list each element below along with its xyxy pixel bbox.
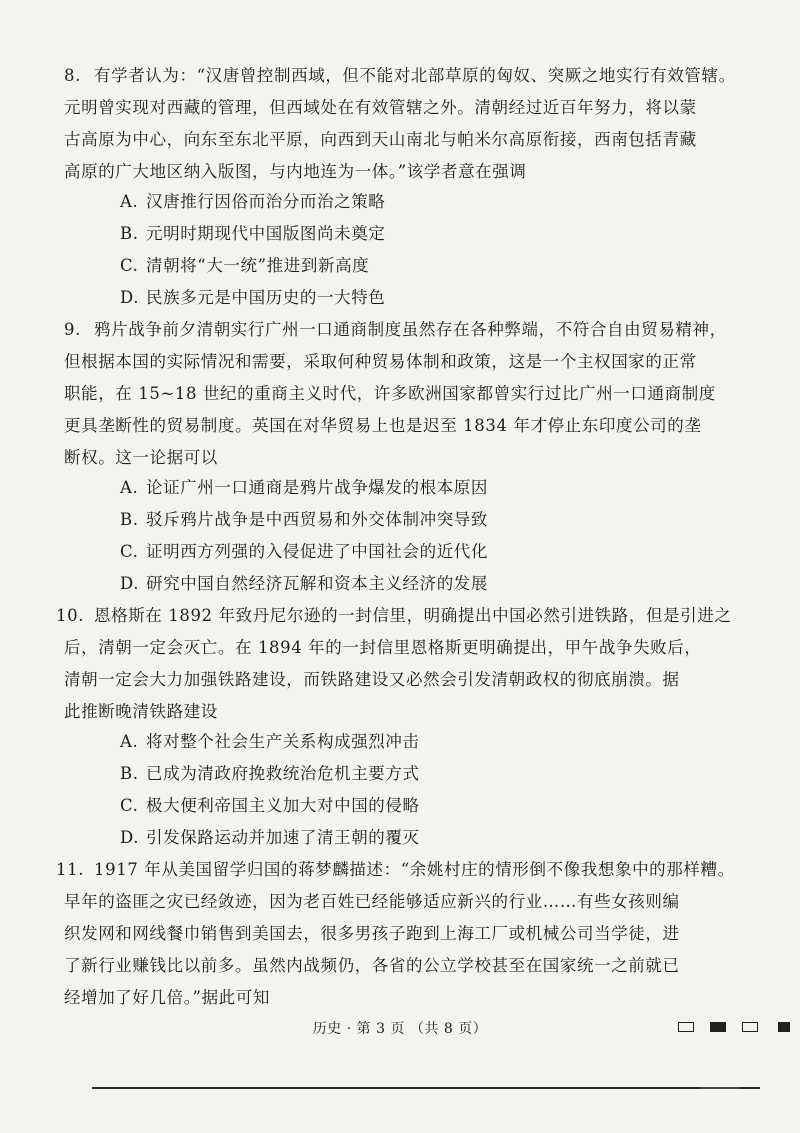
page-footer: 历史 · 第 3 页 （共 8 页）: [312, 1021, 488, 1037]
question-stem-line: 此推断晚清铁路建设: [64, 702, 218, 721]
option-label: D.: [120, 574, 140, 593]
option-a: [120, 472, 488, 504]
filled-rect-mark-icon: [778, 1022, 790, 1032]
question-stem-line: 元明曾实现对西藏的管理，但西域处在有效管辖之外。清朝经过近百年努力，将以蒙: [64, 98, 697, 117]
question-8: [64, 60, 774, 188]
option-text: 研究中国自然经济瓦解和资本主义经济的发展: [146, 574, 488, 593]
question-stem-line: 1917 年从美国留学归国的蒋梦麟描述：“余姚村庄的情形倒不像我想象中的那样糟。: [94, 860, 735, 879]
option-text: 汉唐推行因俗而治分而治之策略: [146, 192, 386, 211]
option-text: 已成为清政府挽救统治危机主要方式: [146, 764, 420, 783]
question-stem-line: 古高原为中心，向东至东北平原，向西到天山南北与帕米尔高原衔接，西南包括青藏: [64, 130, 697, 149]
option-text: 论证广州一口通商是鸦片战争爆发的根本原因: [146, 478, 488, 497]
option-label: C.: [120, 542, 139, 561]
option-label: B.: [120, 510, 139, 529]
question-stem-line: 经增加了好几倍。”据此可知: [64, 988, 270, 1007]
question-stem-line: 早年的盗匪之灾已经敛迹，因为老百姓已经能够适应新兴的行业……有些女孩则编: [64, 892, 680, 911]
option-b: [120, 504, 488, 536]
option-text: 清朝将“大一统”推进到新高度: [146, 256, 370, 275]
question-number: 8.: [64, 66, 81, 85]
question-stem-line: 恩格斯在 1892 年致丹尼尔逊的一封信里，明确提出中国必然引进铁路，但是引进之: [94, 606, 732, 625]
filled-rect-mark-icon: [710, 1022, 726, 1032]
option-label: D.: [120, 828, 140, 847]
option-c: [120, 790, 420, 822]
option-text: 引发保路运动并加速了清王朝的覆灭: [146, 828, 420, 847]
question-number: 9.: [64, 320, 81, 339]
option-text: 元明时期现代中国版图尚未奠定: [146, 224, 386, 243]
bottom-rule: [92, 1087, 760, 1089]
option-label: B.: [120, 764, 139, 783]
hollow-rect-mark-icon: [678, 1022, 694, 1032]
hollow-rect-mark-icon: [742, 1022, 758, 1032]
option-c: [120, 250, 369, 282]
option-text: 驳斥鸦片战争是中西贸易和外交体制冲突导致: [146, 510, 488, 529]
question-number: 10.: [56, 606, 85, 625]
question-stem-line: 但根据本国的实际情况和需要，采取何种贸易体制和政策，这是一个主权国家的正常: [64, 352, 697, 371]
question-number: 11.: [56, 860, 85, 879]
option-text: 证明西方列强的入侵促进了中国社会的近代化: [146, 542, 488, 561]
question-stem-line: 清朝一定会大力加强铁路建设，而铁路建设又必然会引发清朝政权的彻底崩溃。据: [64, 670, 680, 689]
option-d: [120, 282, 385, 314]
option-label: D.: [120, 288, 140, 307]
option-text: 民族多元是中国历史的一大特色: [146, 288, 386, 307]
bottom-rule-fragment: [700, 1087, 740, 1089]
option-a: [120, 186, 385, 218]
question-10: [56, 600, 774, 728]
option-d: [120, 822, 420, 854]
question-stem-line: 后，清朝一定会灭亡。在 1894 年的一封信里恩格斯更明确提出，甲午战争失败后，: [64, 638, 702, 657]
question-stem-line: 织发网和网线餐巾销售到美国去，很多男孩子跑到上海工厂或机械公司当学徒，进: [64, 924, 680, 943]
option-label: A.: [120, 192, 139, 211]
option-text: 极大便利帝国主义加大对中国的侵略: [146, 796, 420, 815]
option-label: A.: [120, 732, 139, 751]
option-label: B.: [120, 224, 139, 243]
option-label: C.: [120, 796, 139, 815]
question-stem-line: 有学者认为：“汉唐曾控制西域，但不能对北部草原的匈奴、突厥之地实行有效管辖。: [94, 66, 736, 85]
question-9: [64, 314, 774, 474]
question-stem-line: 断权。这一论据可以: [64, 448, 218, 467]
question-11: [56, 854, 774, 1014]
question-stem-line: 更具垄断性的贸易制度。英国在对华贸易上也是迟至 1834 年才停止东印度公司的垄: [64, 416, 702, 435]
question-stem-line: 高原的广大地区纳入版图，与内地连为一体。”该学者意在强调: [64, 162, 527, 181]
question-stem-line: 职能，在 15~18 世纪的重商主义时代，许多欧洲国家都曾实行过比广州一口通商制度: [64, 384, 716, 403]
option-c: [120, 536, 488, 568]
question-stem-line: 鸦片战争前夕清朝实行广州一口通商制度虽然存在各种弊端，不符合自由贸易精神，: [94, 320, 727, 339]
question-stem-line: 了新行业赚钱比以前多。虽然内战频仍，各省的公立学校甚至在国家统一之前就已: [64, 956, 680, 975]
option-label: A.: [120, 478, 139, 497]
option-d: [120, 568, 488, 600]
option-label: C.: [120, 256, 139, 275]
option-b: [120, 218, 385, 250]
option-a: [120, 726, 420, 758]
option-text: 将对整个社会生产关系构成强烈冲击: [146, 732, 420, 751]
option-b: [120, 758, 420, 790]
